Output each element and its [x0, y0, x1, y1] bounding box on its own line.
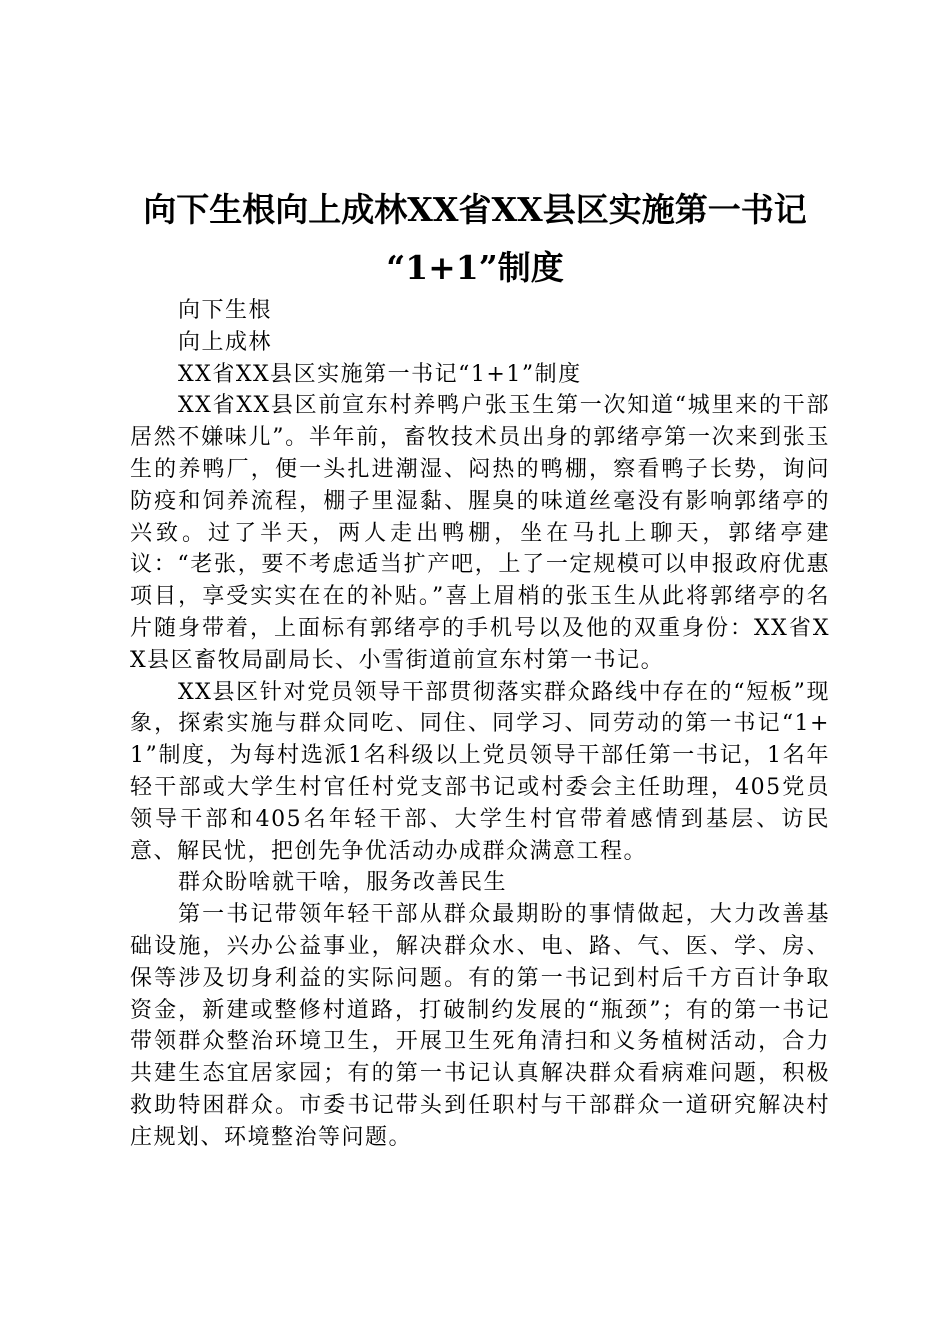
document-title-line-1: 向下生根向上成林XX省XX县区实施第一书记 — [143, 190, 807, 229]
paragraph-section-heading: 群众盼啥就干啥，服务改善民生 — [178, 870, 508, 896]
paragraph-body-1: XX省XX县区前宣东村养鸭户张玉生第一次知道“城里来的干部居然不嫌味儿”。半年前，畜牧技术员出身的郭绪亭第一次来到张玉生的养鸭厂，便一头扎进潮湿、闷热的鸭棚，察看鸭子长势，询问防疫和饲养流程，棚子里湿黏、腥臭的味道丝毫没有影响郭绪亭的兴致。过了半天，两人走出鸭棚，坐在马扎上聊天，郭绪亭建议：“老张，要不考虑适当扩产吧，上了一定规模可以申报政府优惠项目，享受实实在在的补贴。”喜上眉梢的张玉生从此将郭绪亭的名片随身带着，上面标有郭绪亭的手机号以及他的双重身份：XX省XX县区畜牧局副局长、小雪街道前宣东村第一书记。 — [130, 393, 830, 673]
paragraph-body-3: 第一书记带领年轻干部从群众最期盼的事情做起，大力改善基础设施，兴办公益事业，解决群众水、电、路、气、医、学、房、保等涉及切身利益的实际问题。有的第一书记到村后千方百计争取资金，新建或整修村道路，打破制约发展的“瓶颈”；有的第一书记带领群众整治环境卫生，开展卫生死角清扫和义务植树活动，合力共建生态宜居家园；有的第一书记认真解决群众看病难问题，积极救助特困群众。市委书记带头到任职村与干部群众一道研究解决村庄规划、环境整治等问题。 — [130, 902, 830, 1150]
paragraph-subtitle-3: XX省XX县区实施第一书记“1+1”制度 — [178, 361, 582, 387]
document-body — [130, 295, 830, 1154]
document-title-line-2: “1+1”制度 — [386, 248, 564, 287]
paragraph-subtitle-1: 向下生根 — [178, 298, 273, 323]
paragraph-body-2: XX县区针对党员领导干部贯彻落实群众路线中存在的“短板”现象，探索实施与群众同吃、同住、同学习、同劳动的第一书记“1+1”制度，为每村选派1名科级以上党员领导干部任第一书记，1名年轻干部或大学生村官任村党支部书记或村委会主任助理，405党员领导干部和405名年轻干部、大学生村官带着感情到基层、访民意、解民忧，把创先争优活动办成群众满意工程。 — [130, 679, 830, 864]
paragraph-subtitle-2: 向上成林 — [178, 329, 273, 355]
